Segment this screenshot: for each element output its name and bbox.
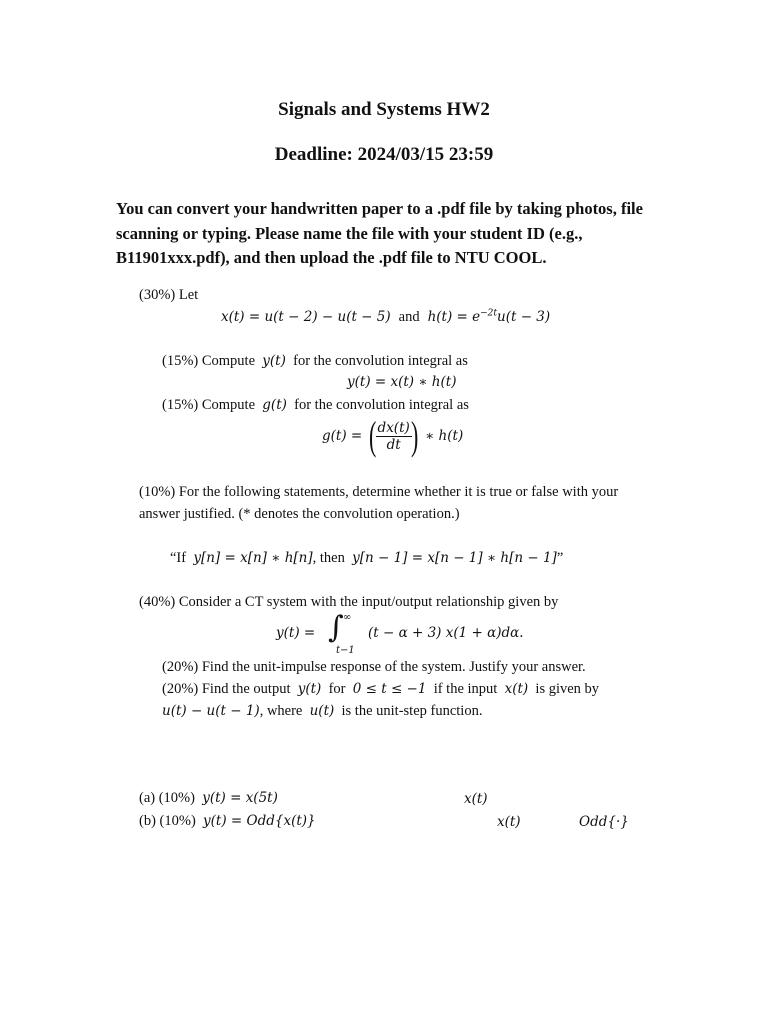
problem4-part-b: (b) (10%) y(t) = Odd{x(t)}	[139, 813, 316, 829]
page-title: Signals and Systems HW2	[278, 99, 490, 120]
h-definition: $h(t) = e^{-2t}u(t - 3)$	[427, 308, 551, 325]
problem3-intro: (40%) Consider a CT system with the input/output relationship given by	[139, 594, 559, 610]
integral-sign: ∫	[328, 610, 344, 645]
x-definition: x(t) = u(t − 2) − u(t − 5)	[221, 309, 391, 325]
problem2-line2: answer justified. (* denotes the convolution operation.)	[139, 506, 460, 522]
problem2-line1: (10%) For the following statements, determine whether it is true or false with your	[139, 484, 619, 500]
convolution-equation-g: g(t) = ( $\frac{dx(t)}{dt}$ ) ∗ h(t)	[322, 413, 464, 458]
and-word: and	[398, 309, 420, 325]
problem1-definitions	[221, 308, 550, 326]
problem3-part-b-line2: u(t) − u(t − 1), where u(t) is the unit-step function.	[162, 703, 483, 719]
problem4-b-operator: Odd{·}	[579, 814, 629, 830]
deadline: Deadline: 2024/03/15 23:59	[274, 144, 494, 165]
integrand: (t − α + 3) x(1 + α)dα.	[368, 625, 524, 641]
problem1-part-a: (15%) Compute y(t) for the convolution integral as	[162, 353, 468, 369]
problem4-a-input: x(t)	[464, 791, 488, 807]
upper-limit: ∞	[343, 612, 352, 623]
convolution-equation-y: y(t) = x(t) ∗ h(t)	[347, 374, 457, 390]
problem4-b-input: x(t)	[497, 814, 521, 830]
problem4-part-a: (a) (10%) y(t) = x(5t)	[139, 790, 278, 806]
instructions: You can convert your handwritten paper to a .pdf file by taking photos, file scanning or typing. Please name the file with your student ID (e.g., B11901xxx.pdf), and then upload the .pdf file to NTU COOL.	[116, 199, 643, 267]
problem3-part-a: (20%) Find the unit-impulse response of the system. Justify your answer.	[162, 659, 586, 675]
problem1-part-b: (15%) Compute g(t) for the convolution integral as	[162, 397, 469, 413]
problem3-part-b: (20%) Find the output y(t) for 0 ≤ t ≤ −1 if the input x(t) is given by	[162, 681, 600, 697]
problem2-statement: “If y[n] = x[n] ∗ h[n], then y[n − 1] = x[n − 1] ∗ h[n − 1]”	[170, 550, 564, 566]
problem1-intro: (30%) Let	[139, 287, 199, 303]
lower-limit: t−1	[336, 645, 355, 656]
